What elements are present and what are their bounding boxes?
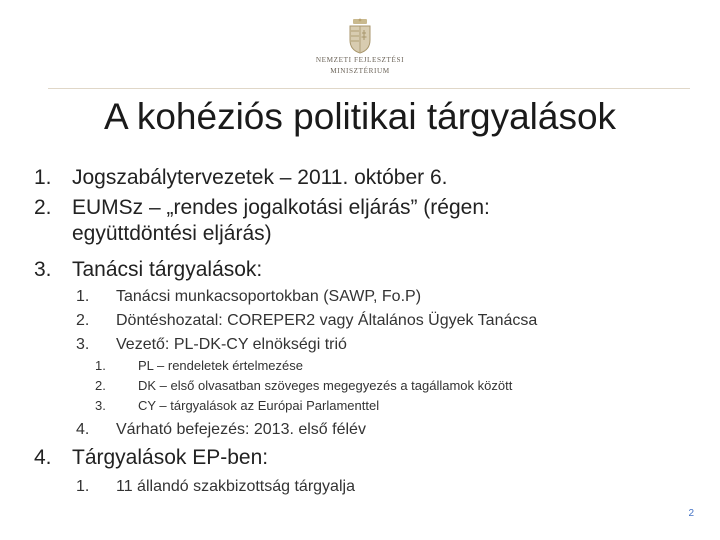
- list-text: Tárgyalások EP-ben:: [72, 446, 269, 469]
- ministry-name-line2: MINISZTÉRIUM: [330, 67, 390, 75]
- list-number: 3.: [34, 258, 52, 281]
- list-text: Tanácsi tárgyalások:: [72, 258, 263, 281]
- list-number: 2.: [34, 196, 52, 219]
- sub-sub-text: PL – rendeletek értelmezése: [138, 358, 304, 373]
- sub-number: 1.: [76, 288, 90, 305]
- sub-sub-number: 2.: [95, 378, 106, 393]
- coat-of-arms-icon: [347, 18, 373, 54]
- sub-sub-text: DK – első olvasatban szöveges megegyezés a tagállamok között: [138, 378, 513, 393]
- list-number: 4.: [34, 446, 52, 469]
- list-number: 1.: [34, 166, 52, 189]
- sub-text: 11 állandó szakbizottság tárgyalja: [116, 478, 355, 495]
- list-item-2-continued: [72, 222, 272, 246]
- sub-text: Döntéshozatal: COREPER2 vagy Általános Ügyek Tanácsa: [116, 312, 538, 329]
- list-text: EUMSz – „rendes jogalkotási eljárás” (régen:: [72, 196, 490, 219]
- page-number: 2: [688, 508, 694, 519]
- ministry-logo: [308, 18, 412, 82]
- sub-number: 3.: [76, 336, 90, 353]
- sub-number: 4.: [76, 421, 90, 438]
- page-title: A kohéziós politikai tárgyalások: [103, 96, 617, 137]
- ministry-name-line1: NEMZETI FEJLESZTÉSI: [315, 56, 405, 64]
- sub-number: 2.: [76, 312, 90, 329]
- list-text: Jogszabálytervezetek – 2011. október 6.: [72, 166, 448, 189]
- sub-sub-number: 3.: [95, 398, 106, 413]
- sub-text: Vezető: PL-DK-CY elnökségi trió: [116, 336, 347, 353]
- sub-text: Tanácsi munkacsoportokban (SAWP, Fo.P): [116, 288, 422, 305]
- list-text-continued: együttdöntési eljárás): [72, 222, 272, 245]
- sub-sub-text: CY – tárgyalások az Európai Parlamenttel: [138, 398, 380, 413]
- sub-text: Várható befejezés: 2013. első félév: [116, 421, 366, 438]
- sub-number: 1.: [76, 478, 90, 495]
- sub-sub-number: 1.: [95, 358, 106, 373]
- header-divider: [48, 88, 690, 89]
